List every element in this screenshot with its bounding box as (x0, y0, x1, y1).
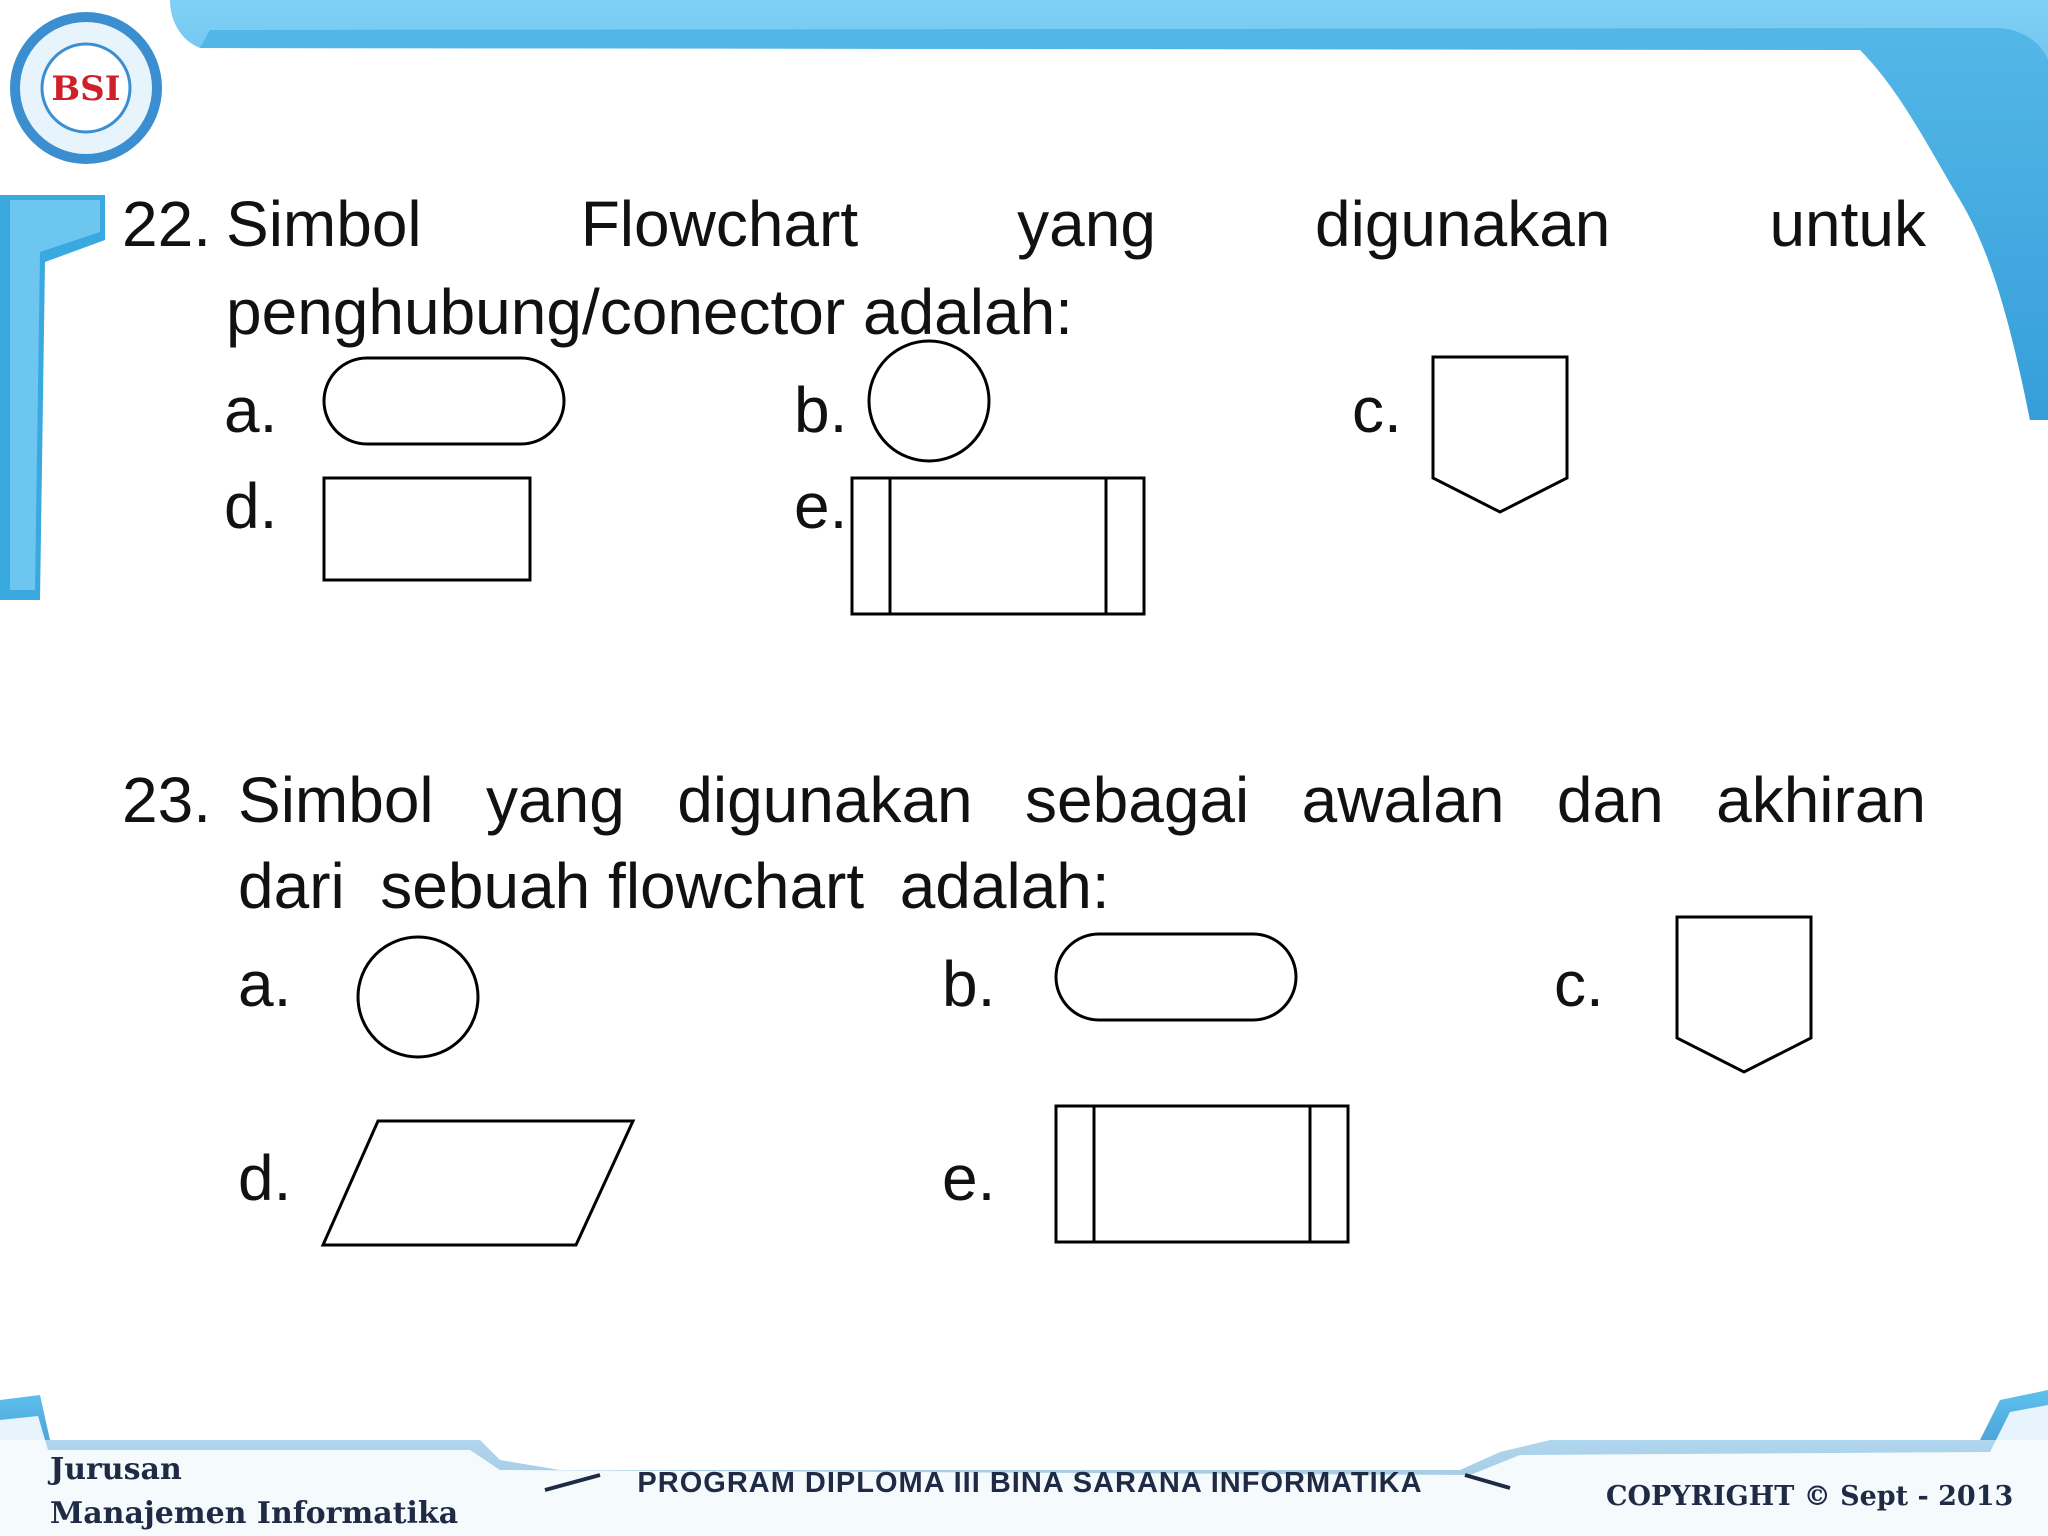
q23-number: 23. (122, 764, 211, 836)
q22-word: Flowchart (580, 188, 859, 260)
q23-line2: dari sebuah flowchart adalah: (238, 850, 1110, 922)
q23-word: Simbol (238, 764, 434, 836)
q22-word: yang (1017, 188, 1156, 260)
q22-option-d-process-shape (322, 476, 532, 582)
q22-option-b-connector-shape (866, 338, 992, 464)
footer-program: PROGRAM DIPLOMA III BINA SARANA INFORMATIKA (637, 1467, 1423, 1499)
q23-option-b-label: b. (942, 948, 996, 1020)
q23-word: digunakan (677, 764, 973, 836)
q23-word: yang (486, 764, 625, 836)
bsi-logo (6, 8, 170, 172)
q22-option-a-terminator-shape (322, 356, 566, 446)
q22-word: Simbol (226, 188, 422, 260)
q23-option-c-label: c. (1554, 948, 1604, 1020)
q22-option-a-label: a. (224, 374, 278, 446)
q22-option-c-label: c. (1352, 374, 1402, 446)
footer-copyright: COPYRIGHT © Sept - 2013 (1606, 1481, 2014, 1512)
footer-department-line2: Manajemen Informatika (50, 1496, 459, 1531)
q23-option-c-offpage-shape (1674, 914, 1814, 1076)
q22-option-e-predefined-process-shape (850, 476, 1146, 616)
q22-option-d-label: d. (224, 470, 278, 542)
q23-word: akhiran (1716, 764, 1926, 836)
q23-word: awalan (1301, 764, 1505, 836)
footer-department-line1: Jurusan (50, 1452, 182, 1487)
q23-option-d-label: d. (238, 1142, 292, 1214)
q23-line1 (238, 764, 1926, 836)
q23-option-b-terminator-shape (1054, 932, 1298, 1022)
q23-word: dan (1556, 764, 1664, 836)
q23-option-d-input-output-shape (320, 1118, 636, 1248)
q22-option-b-label: b. (794, 374, 848, 446)
q22-line1 (226, 188, 1926, 260)
q23-option-a-connector-shape (355, 934, 481, 1060)
q23-option-e-predefined-process-shape (1054, 1104, 1350, 1244)
q22-number: 22. (122, 188, 211, 260)
q22-option-e-label: e. (794, 470, 848, 542)
q22-option-c-offpage-shape (1430, 354, 1570, 516)
q23-option-e-label: e. (942, 1142, 996, 1214)
q23-word: sebagai (1025, 764, 1250, 836)
q22-word: untuk (1769, 188, 1926, 260)
q23-option-a-label: a. (238, 948, 292, 1020)
svg-text:BSI: BSI (51, 69, 121, 109)
q22-word: digunakan (1315, 188, 1611, 260)
footer-department (50, 1448, 458, 1536)
q22-line2: penghubung/conector adalah: (226, 276, 1073, 348)
